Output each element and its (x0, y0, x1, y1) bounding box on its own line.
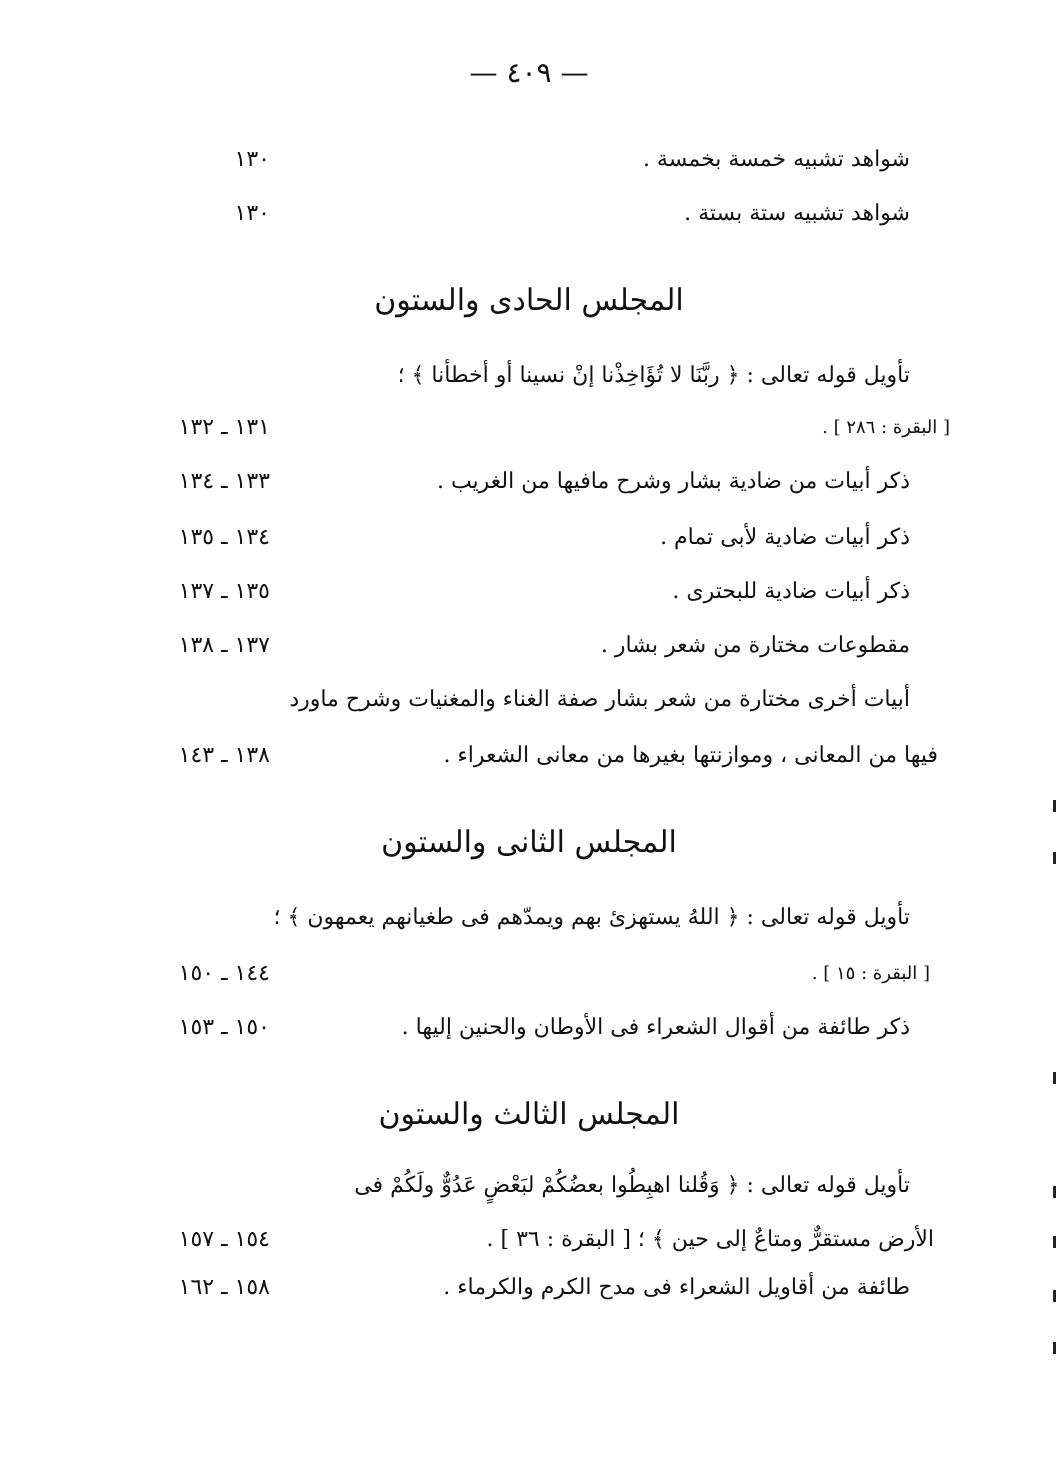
toc-entry (130, 734, 938, 778)
section-title: المجلس الحادى والستون (374, 283, 684, 318)
toc-entry (130, 570, 910, 614)
entry-pages: ١٣٠ (234, 147, 270, 172)
entry-pages: ١٣٤ ـ ١٣٥ (178, 525, 270, 550)
scan-mark (1053, 1290, 1056, 1302)
entry-pages: ١٥٤ ـ ١٥٧ (178, 1227, 270, 1252)
toc-entry (130, 1218, 934, 1262)
section-title: المجلس الثالث والستون (378, 1097, 680, 1132)
entry-pages: ١٥٠ ـ ١٥٣ (178, 1015, 270, 1040)
section-title: المجلس الثانى والستون (381, 825, 677, 860)
toc-entry (130, 192, 910, 236)
toc-entry (130, 460, 910, 504)
entry-pages: ١٣١ ـ ١٣٢ (178, 415, 270, 440)
toc-entry (130, 1164, 910, 1208)
entry-pages: ١٣٠ (234, 201, 270, 226)
entry-text: تأويل قوله تعالى : ﴿ وَقُلنا اهبِطُوا بعضُكُمْ لبَعْضٍ عَدُوٌّ ولَكُمْ فى (354, 1173, 910, 1198)
entry-text: ذكر أبيات ضادية لأبى تمام . (660, 525, 910, 550)
toc-entry (130, 138, 910, 182)
scan-mark (1053, 1342, 1056, 1354)
toc-entry (130, 952, 930, 996)
entry-pages: ١٣٨ ـ ١٤٣ (178, 743, 270, 768)
toc-entry (130, 896, 910, 940)
toc-entry (130, 1006, 910, 1050)
entry-pages: ١٣٣ ـ ١٣٤ (178, 469, 270, 494)
scan-mark (1053, 1236, 1056, 1248)
entry-text: مقطوعات مختارة من شعر بشار . (600, 633, 910, 658)
page-number: — ٤٠٩ — (469, 56, 589, 89)
entry-pages: ١٣٥ ـ ١٣٧ (178, 579, 270, 604)
toc-entry (130, 624, 910, 668)
entry-pages: ١٤٤ ـ ١٥٠ (178, 961, 270, 986)
entry-text: شواهد تشبيه خمسة بخمسة . (642, 147, 910, 172)
entry-pages: ١٣٧ ـ ١٣٨ (178, 633, 270, 658)
entry-text: أبيات أخرى مختارة من شعر بشار صفة الغناء والمغنيات وشرح ماورد (289, 687, 910, 712)
entry-text: تأويل قوله تعالى : ﴿ اللهُ يستهزئ بهم ويمدّهم فى طغيانهم يعمهون ﴾ ؛ (273, 905, 910, 930)
toc-entry (130, 678, 910, 722)
entry-text: شواهد تشبيه ستة بستة . (684, 201, 910, 226)
entry-text: الأرض مستقرٌّ ومتاعٌ إلى حين ﴾ ؛ [ البقرة : ٣٦ ] . (486, 1227, 934, 1252)
scan-mark (1053, 800, 1056, 812)
entry-text: فيها من المعانى ، وموازنتها بغيرها من معانى الشعراء . (443, 743, 938, 768)
scan-mark (1053, 1186, 1056, 1198)
toc-entry (130, 1266, 910, 1310)
toc-entry (130, 516, 910, 560)
toc-entry (130, 406, 950, 450)
toc-entry (130, 354, 910, 398)
scan-mark (1053, 1072, 1056, 1084)
entry-pages: ١٥٨ ـ ١٦٢ (178, 1275, 270, 1300)
scan-mark (1053, 852, 1056, 864)
entry-text: ذكر أبيات من ضادية بشار وشرح مافيها من الغريب . (436, 469, 910, 494)
entry-text: ذكر أبيات ضادية للبحترى . (672, 579, 910, 604)
entry-text: ذكر طائفة من أقوال الشعراء فى الأوطان والحنين إليها . (401, 1015, 910, 1040)
entry-text: [ البقرة : ١٥ ] . (811, 963, 930, 984)
entry-text: [ البقرة : ٢٨٦ ] . (822, 417, 950, 438)
entry-text: طائفة من أقاويل الشعراء فى مدح الكرم والكرماء . (443, 1275, 910, 1300)
entry-text: تأويل قوله تعالى : ﴿ ربَّنَا لا تُؤَاخِذْنا إنْ نسينا أو أخطأنا ﴾ ؛ (397, 363, 910, 388)
